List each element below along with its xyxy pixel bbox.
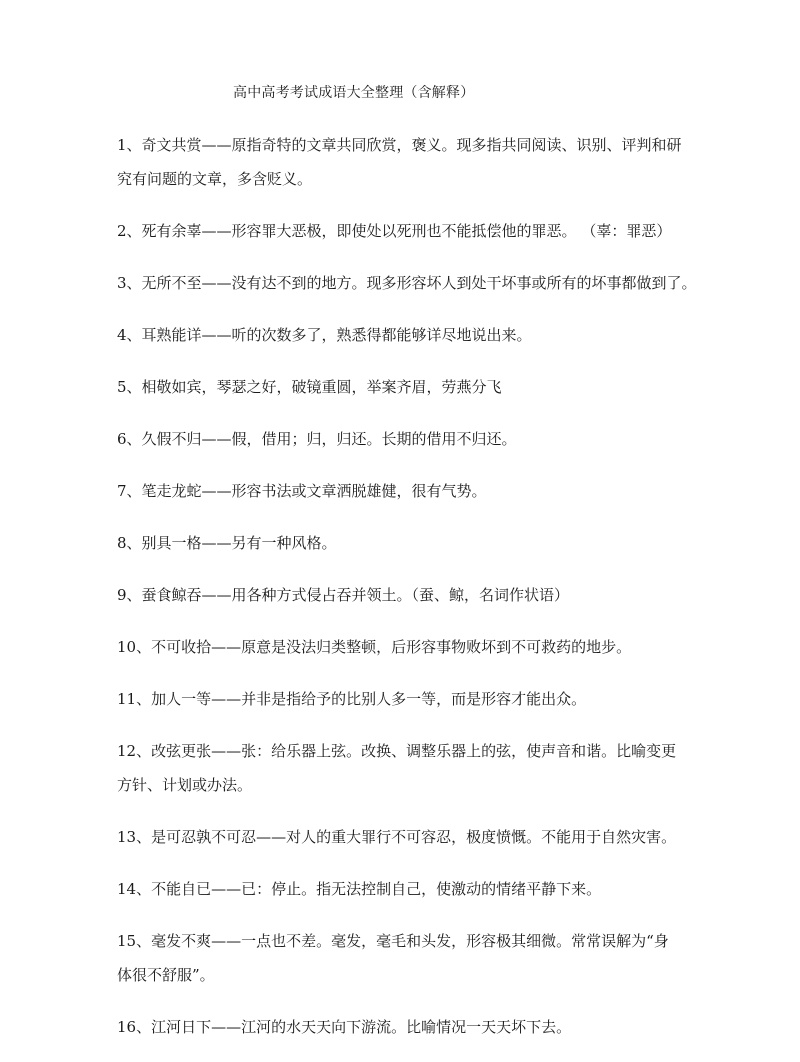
entry-line: 12、改弦更张——张：给乐器上弦。改换、调整乐器上的弦，使声音和谐。比喻变更 (117, 742, 677, 760)
idiom-entry-16 (117, 1010, 697, 1044)
entry-line: 4、耳熟能详——听的次数多了，熟悉得都能够详尽地说出来。 (117, 326, 532, 344)
idiom-entry-7 (117, 474, 697, 508)
idiom-entry-6 (117, 422, 697, 456)
entry-line: 究有问题的文章，多含贬义。 (117, 170, 313, 188)
entry-line: 2、死有余辜——形容罪大恶极，即使处以死刑也不能抵偿他的罪恶。 （辜：罪恶） (117, 222, 672, 240)
idiom-entry-10 (117, 630, 697, 664)
idiom-entry-14 (117, 872, 697, 906)
idiom-entry-5 (117, 370, 697, 404)
idiom-entry-11 (117, 682, 697, 716)
entry-line: 5、相敬如宾，琴瑟之好，破镜重圆，举案齐眉，劳燕分飞 (117, 378, 502, 396)
entry-line: 14、不能自已——已：停止。指无法控制自己，使激动的情绪平静下来。 (117, 880, 602, 898)
entry-line: 体很不舒服”。 (117, 966, 215, 984)
entry-line: 方针、计划或办法。 (117, 776, 253, 794)
entry-line: 10、不可收拾——原意是没法归类整顿，后形容事物败坏到不可救药的地步。 (117, 638, 632, 656)
idiom-entry-12 (117, 734, 697, 802)
idiom-entry-2 (117, 214, 697, 248)
idiom-entry-15 (117, 924, 697, 992)
entry-line: 3、无所不至——没有达不到的地方。现多形容坏人到处干坏事或所有的坏事都做到了。 (117, 274, 697, 292)
idiom-entry-8 (117, 526, 697, 560)
entry-line: 6、久假不归——假，借用；归，归还。长期的借用不归还。 (117, 430, 517, 448)
idiom-list (117, 128, 697, 1062)
idiom-entry-9 (117, 578, 697, 612)
entry-line: 9、蚕食鲸吞——用各种方式侵占吞并领土。（蚕、鲸，名词作状语） (117, 586, 570, 604)
idiom-entry-1 (117, 128, 697, 196)
entry-line: 16、江河日下——江河的水天天向下游流。比喻情况一天天坏下去。 (117, 1018, 572, 1036)
entry-line: 13、是可忍孰不可忍——对人的重大罪行不可容忍，极度愤慨。不能用于自然灾害。 (117, 828, 677, 846)
document-title: 高中高考考试成语大全整理（含解释） (233, 85, 475, 101)
entry-line: 1、奇文共赏——原指奇特的文章共同欣赏，褒义。现多指共同阅读、识别、评判和研 (117, 136, 682, 154)
idiom-entry-4 (117, 318, 697, 352)
entry-line: 15、毫发不爽——一点也不差。毫发，毫毛和头发，形容极其细微。常常误解为“身 (117, 932, 669, 950)
idiom-entry-3 (117, 266, 697, 300)
idiom-entry-13 (117, 820, 697, 854)
entry-line: 7、笔走龙蛇——形容书法或文章洒脱雄健，很有气势。 (117, 482, 487, 500)
entry-line: 8、别具一格——另有一种风格。 (117, 534, 337, 552)
entry-line: 11、加人一等——并非是指给予的比别人多一等，而是形容才能出众。 (117, 690, 587, 708)
